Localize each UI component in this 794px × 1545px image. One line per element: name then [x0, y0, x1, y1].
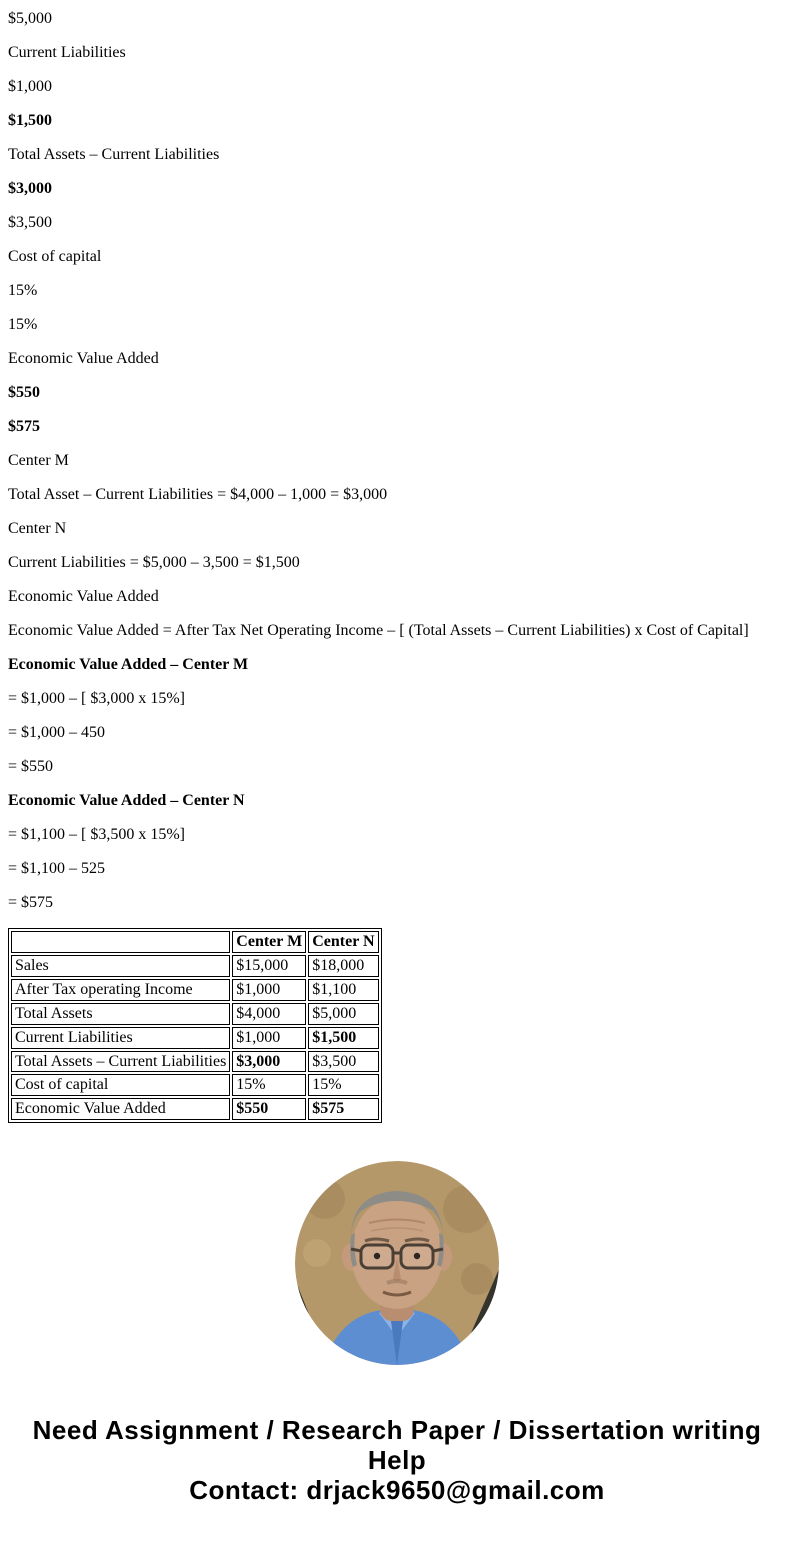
table-cell: $550 — [232, 1098, 306, 1120]
paragraph: Economic Value Added — [8, 350, 159, 367]
table-cell: $4,000 — [232, 1003, 306, 1025]
paragraph: = $575 — [8, 894, 54, 911]
table-row — [11, 1027, 379, 1049]
table-cell: $1,500 — [308, 1027, 378, 1049]
paragraph: Total Asset – Current Liabilities = $4,000 – 1,000 = $3,000 — [8, 486, 388, 503]
paragraph: = $1,100 – [ $3,500 x 15%] — [8, 826, 186, 843]
table-header-cell — [11, 931, 230, 953]
paragraph: Economic Value Added = After Tax Net Operating Income – [ (Total Assets – Current Liabilities) x Cost of Capital] — [8, 622, 749, 639]
table-cell: Sales — [11, 955, 230, 977]
table-row — [11, 955, 379, 977]
paragraph: $1,000 — [8, 78, 52, 95]
paragraph: 15% — [8, 316, 38, 333]
table-header-cell: Center M — [232, 931, 306, 953]
paragraph: Total Assets – Current Liabilities — [8, 146, 220, 163]
paragraph: Center N — [8, 520, 67, 537]
portrait-illustration — [295, 1161, 499, 1365]
paragraph: $1,500 — [8, 112, 52, 129]
paragraph: $550 — [8, 384, 40, 401]
paragraph: = $550 — [8, 758, 54, 775]
paragraph: 15% — [8, 282, 38, 299]
table-cell: $3,500 — [308, 1051, 378, 1073]
avatar-section — [8, 1161, 786, 1365]
table-cell: $1,000 — [232, 979, 306, 1001]
paragraph: Center M — [8, 452, 69, 469]
paragraph: = $1,000 – [ $3,000 x 15%] — [8, 690, 186, 707]
table-cell: $18,000 — [308, 955, 378, 977]
paragraph: $3,000 — [8, 180, 52, 197]
table-header-cell: Center N — [308, 931, 378, 953]
table-cell: $1,100 — [308, 979, 378, 1001]
table-header-row — [11, 931, 379, 953]
paragraph: $5,000 — [8, 10, 52, 27]
paragraph: Current Liabilities — [8, 44, 126, 61]
paragraph: = $1,100 – 525 — [8, 860, 106, 877]
table-cell: After Tax operating Income — [11, 979, 230, 1001]
contact-heading: Contact: drjack9650@gmail.com — [189, 1475, 605, 1506]
paragraph: Current Liabilities = $5,000 – 3,500 = $1,500 — [8, 554, 300, 571]
footer — [27, 1415, 767, 1505]
table-row — [11, 1074, 379, 1096]
eva-comparison-table — [8, 928, 382, 1123]
paragraph: Cost of capital — [8, 248, 102, 265]
table-cell: Current Liabilities — [11, 1027, 230, 1049]
table-cell: $575 — [308, 1098, 378, 1120]
paragraph: $3,500 — [8, 214, 52, 231]
table-cell: $3,000 — [232, 1051, 306, 1073]
paragraph: $575 — [8, 418, 40, 435]
table-row — [11, 1098, 379, 1120]
paragraph: Economic Value Added — [8, 588, 159, 605]
table-cell: Total Assets – Current Liabilities — [11, 1051, 230, 1073]
table-row — [11, 979, 379, 1001]
document-body — [8, 10, 786, 1505]
table-cell: $5,000 — [308, 1003, 378, 1025]
table-cell: 15% — [308, 1074, 378, 1096]
table-cell: Cost of capital — [11, 1074, 230, 1096]
table-row — [11, 1003, 379, 1025]
paragraph: Economic Value Added – Center M — [8, 656, 249, 673]
table-cell: $1,000 — [232, 1027, 306, 1049]
tutor-portrait-photo — [295, 1161, 499, 1365]
table-cell: Total Assets — [11, 1003, 230, 1025]
table-row — [11, 1051, 379, 1073]
help-heading: Need Assignment / Research Paper / Dissertation writing Help — [32, 1415, 762, 1476]
table-cell: $15,000 — [232, 955, 306, 977]
table-cell: 15% — [232, 1074, 306, 1096]
paragraph: = $1,000 – 450 — [8, 724, 106, 741]
table-cell: Economic Value Added — [11, 1098, 230, 1120]
paragraph: Economic Value Added – Center N — [8, 792, 245, 809]
